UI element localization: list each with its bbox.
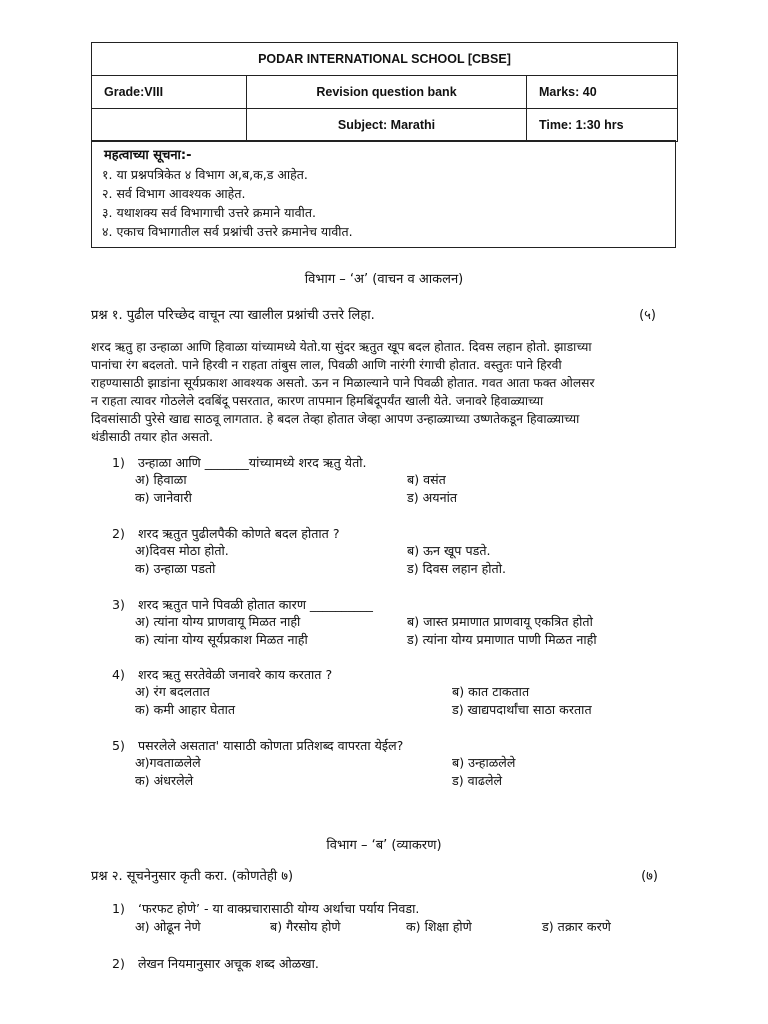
option-a: अ)दिवस मोठा होतो. [135, 543, 229, 558]
item-number: 2) [112, 956, 125, 971]
instruction-item: २. सर्व विभाग आवश्यक आहेत. [102, 186, 246, 201]
option-b: ब) वसंत [407, 472, 446, 487]
question-1-marks: (५) [639, 308, 656, 323]
mcq-question: शरद ऋतुत पुढीलपैकी कोणते बदल होतात ? [138, 526, 340, 541]
passage-line: दिवसांसाठी पुरेसे खाद्य साठवू लागतात. हे बदल तेव्हा होतात जेव्हा आपण उन्हाळ्याच्या उष्णतेकडून हिवाळ्याच्या [91, 412, 580, 426]
mcq-number: 1) [112, 455, 125, 470]
subject-cell: Subject: Marathi [247, 109, 527, 142]
mcq-item [112, 525, 672, 580]
grammar-item [112, 900, 682, 940]
instructions-box [91, 140, 676, 248]
mcq-question: पसरलेले असतात' यासाठी कोणता प्रतिशब्द वापरता येईल? [138, 738, 404, 753]
option-b: ब) कात टाकतात [452, 684, 530, 699]
instructions-title: महत्वाच्या सूचना:- [104, 148, 192, 163]
option-d: ड) तक्रार करणे [542, 919, 611, 934]
paper-title: Revision question bank [247, 76, 527, 109]
option-d: ड) दिवस लहान होतो. [407, 561, 506, 576]
option-c: क) शिक्षा होणे [406, 919, 472, 934]
passage-line: शरद ऋतु हा उन्हाळा आणि हिवाळा यांच्यामध्ये येतो.या सुंदर ऋतुत खूप बदल होतात. दिवस लहान होतो. झाडाच्या [91, 340, 592, 354]
reading-passage [91, 338, 679, 446]
question-1-text: प्रश्न १. पुढील परिच्छेद वाचून त्या खालील प्रश्नांची उत्तरे लिहा. [91, 308, 375, 323]
option-c: क) उन्हाळा पडतो [135, 561, 216, 576]
instruction-item: ४. एकाच विभागातील सर्व प्रश्नांची उत्तरे क्रमानेच यावीत. [102, 224, 353, 239]
passage-line: न राहता त्यावर गोठलेले दवबिंदू पसरतात, कारण तापमान हिमबिंदूपर्यंत खाली येते. जनावरे हिवाळ्याच्या [91, 394, 544, 408]
option-a: अ)गवताळलेले [135, 755, 201, 770]
mcq-item [112, 454, 672, 509]
header-table [91, 42, 678, 142]
mcq-number: 5) [112, 738, 125, 753]
item-question: लेखन नियमानुसार अचूक शब्द ओळखा. [138, 956, 319, 971]
mcq-item [112, 737, 672, 792]
question-1-heading [91, 305, 656, 323]
item-question: ‘फरफट होणे’ - या वाक्प्रचारासाठी योग्य अर्थाचा पर्याय निवडा. [138, 901, 420, 916]
question-2-heading [91, 866, 658, 884]
option-b: ब) गैरसोय होणे [270, 919, 341, 934]
item-number: 1) [112, 901, 125, 916]
option-c: क) अंधरलेले [135, 773, 194, 788]
option-d: ड) अयनांत [407, 490, 458, 505]
mcq-item [112, 666, 672, 721]
mcq-question: शरद ऋतुत पाने पिवळी होतात कारण __________ [138, 597, 373, 612]
option-c: क) कमी आहार घेतात [135, 702, 236, 717]
section-a-title: विभाग – ‘अ’ (वाचन व आकलन) [304, 272, 464, 287]
option-d: ड) वाढलेले [452, 773, 503, 788]
marks-cell: Marks: 40 [527, 76, 678, 109]
mcq-number: 2) [112, 526, 125, 541]
option-b: ब) जास्त प्रमाणात प्राणवायू एकत्रित होतो [407, 614, 593, 629]
mcq-question: शरद ऋतु सरतेवेळी जनावरे काय करतात ? [138, 667, 333, 682]
school-name: PODAR INTERNATIONAL SCHOOL [CBSE] [92, 43, 678, 76]
option-d: ड) खाद्यपदार्थांचा साठा करतात [452, 702, 592, 717]
section-b-title: विभाग – ‘ब’ (व्याकरण) [326, 838, 442, 853]
question-2-text: प्रश्न २. सूचनेनुसार कृती करा. (कोणतेही ७) [91, 869, 294, 884]
grade-cell: Grade:VIII [92, 76, 247, 109]
option-c: क) जानेवारी [135, 490, 192, 505]
passage-line: राहण्यासाठी झाडांना सूर्यप्रकाश आवश्यक असतो. ऊन न मिळाल्याने पाने पिवळी होतात. गवत आता फक्त ओलसर [91, 376, 595, 390]
passage-line: पानांचा रंग बदलतो. पाने हिरवी न राहता तांबुस लाल, पिवळी आणि नारंगी रंगाची होतात. वस्तुतः पाने हिरवी [91, 358, 562, 372]
mcq-item [112, 596, 672, 651]
option-a: अ) रंग बदलतात [135, 684, 210, 699]
option-b: ब) उन्हाळलेले [452, 755, 516, 770]
option-a: अ) त्यांना योग्य प्राणवायू मिळत नाही [135, 614, 301, 629]
mcq-number: 3) [112, 597, 125, 612]
mcq-number: 4) [112, 667, 125, 682]
instruction-item: १. या प्रश्नपत्रिकेत ४ विभाग अ,ब,क,ड आहेत. [102, 167, 308, 182]
mcq-question: उन्हाळा आणि _______यांच्यामध्ये शरद ऋतु येतो. [138, 455, 367, 470]
empty-cell [92, 109, 247, 142]
option-b: ब) ऊन खूप पडते. [407, 543, 491, 558]
option-a: अ) ओढून नेणे [135, 919, 201, 934]
option-a: अ) हिवाळा [135, 472, 187, 487]
option-c: क) त्यांना योग्य सूर्यप्रकाश मिळत नाही [135, 632, 308, 647]
option-d: ड) त्यांना योग्य प्रमाणात पाणी मिळत नाही [407, 632, 597, 647]
instruction-item: ३. यथाशक्य सर्व विभागाची उत्तरे क्रमाने यावीत. [102, 205, 316, 220]
question-2-marks: (७) [641, 869, 658, 884]
passage-line: थंडीसाठी तयार होत असतो. [91, 430, 214, 444]
grammar-item [112, 955, 672, 975]
time-cell: Time: 1:30 hrs [527, 109, 678, 142]
